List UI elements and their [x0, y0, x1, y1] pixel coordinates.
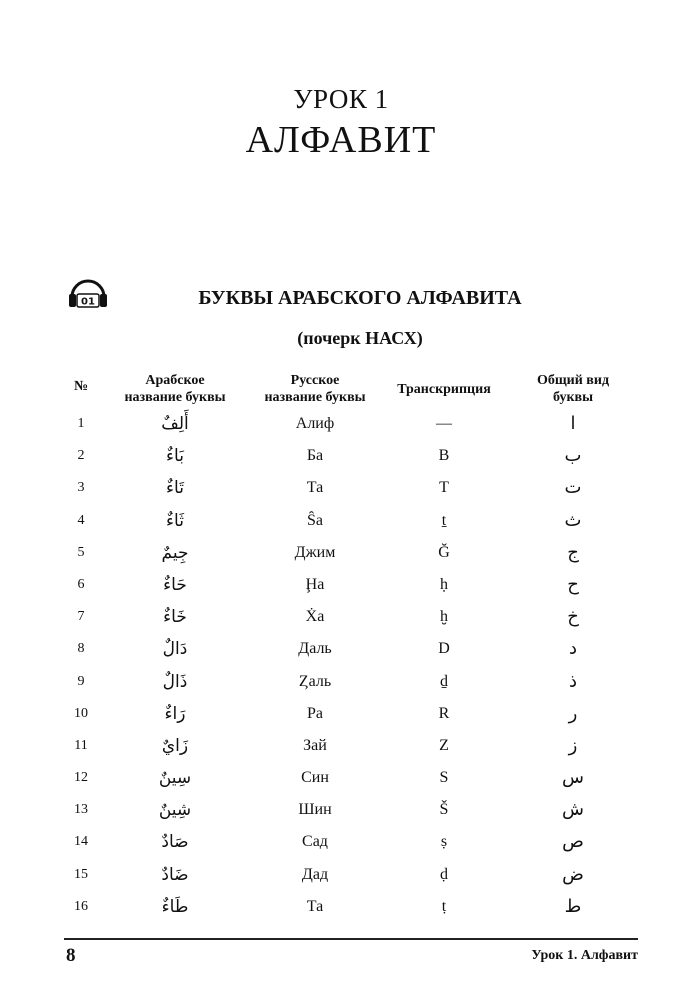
header-general-form-line2: буквы: [552, 390, 594, 405]
row-number: 6: [77, 576, 85, 592]
letter-form: ت: [564, 477, 582, 499]
table-row: [0, 698, 682, 730]
letter-form: ب: [564, 445, 582, 467]
transcription: ḫ: [440, 608, 448, 626]
russian-letter-name: Ḩа: [305, 575, 325, 593]
table-row: [0, 794, 682, 826]
row-number: 16: [74, 898, 88, 914]
row-number: 10: [74, 705, 88, 721]
transcription: ṯ: [441, 511, 447, 529]
row-number: 13: [74, 802, 88, 818]
header-transcription: Транскрипция: [397, 382, 491, 397]
letter-form: ا: [570, 413, 576, 434]
page-number: 8: [66, 945, 76, 966]
table-row: [0, 891, 682, 923]
russian-letter-name: Зай: [303, 736, 327, 754]
footer-divider: [64, 938, 638, 940]
table-row: [0, 569, 682, 601]
row-number: 9: [77, 673, 85, 689]
letter-form: ذ: [568, 670, 577, 692]
arabic-letter-name: طَاءٌ: [161, 896, 189, 917]
transcription: Š: [439, 801, 449, 819]
letter-form: ر: [568, 702, 578, 724]
transcription: T: [439, 479, 449, 497]
letter-form: ص: [562, 831, 584, 853]
header-arabic-name: [110, 372, 240, 406]
transcription: ḏ: [440, 672, 448, 690]
transcription: ṭ: [441, 897, 447, 915]
table-row: [0, 666, 682, 698]
row-number: 12: [74, 770, 88, 786]
letter-form: ح: [567, 573, 579, 595]
letter-form: ض: [562, 863, 584, 885]
russian-letter-name: Дад: [301, 865, 329, 883]
arabic-letter-name: زَايٌ: [161, 735, 189, 756]
russian-letter-name: Ȥаль: [298, 672, 332, 690]
transcription: ḍ: [440, 865, 448, 883]
table-row: [0, 633, 682, 665]
row-number: 1: [77, 416, 85, 431]
russian-letter-name: Шин: [298, 801, 332, 819]
header-arabic-name-line2: название буквы: [124, 390, 226, 405]
row-number: 8: [77, 641, 85, 657]
arabic-letter-name: ذَالٌ: [162, 671, 188, 692]
arabic-letter-name: ثَاءٌ: [166, 510, 184, 531]
transcription: Z: [439, 736, 449, 754]
arabic-letter-name: رَاءٌ: [164, 703, 186, 724]
arabic-letter-name: ضَادٌ: [161, 864, 189, 885]
table-row: [0, 537, 682, 569]
table-row: [0, 601, 682, 633]
running-head: Урок 1. Алфавит: [531, 948, 638, 963]
transcription: B: [438, 447, 450, 465]
russian-letter-name: Джим: [294, 543, 336, 561]
russian-letter-name: Ба: [306, 447, 324, 465]
transcription: ṣ: [440, 833, 448, 851]
russian-letter-name: Та: [306, 479, 324, 497]
letter-form: خ: [567, 606, 579, 628]
row-number: 15: [74, 866, 88, 882]
header-general-form-line1: Общий вид: [536, 373, 610, 388]
transcription: S: [439, 769, 449, 787]
row-number: 4: [77, 512, 85, 528]
russian-letter-name: Ра: [307, 704, 323, 722]
section-title: БУКВЫ АРАБСКОГО АЛФАВИТА: [198, 287, 522, 309]
header-russian-name-line1: Русское: [290, 373, 340, 388]
header-russian-name: [250, 372, 380, 406]
transcription: D: [438, 640, 450, 658]
table-row: [0, 408, 682, 440]
arabic-letter-name: شِينٌ: [158, 800, 192, 821]
table-row: [0, 505, 682, 537]
table-row: [0, 472, 682, 504]
section-subtitle: (почерк НАСХ): [297, 328, 423, 348]
transcription: Ğ: [438, 543, 450, 561]
row-number: 14: [74, 834, 88, 850]
letter-form: ز: [568, 734, 578, 756]
letter-form: ج: [567, 541, 579, 563]
alphabet-table: [0, 408, 682, 923]
arabic-letter-name: دَالٌ: [162, 639, 188, 660]
russian-letter-name: Та: [306, 897, 324, 915]
arabic-letter-name: بَاءٌ: [166, 446, 184, 467]
transcription: ḥ: [440, 575, 448, 593]
row-number: 11: [74, 737, 88, 753]
russian-letter-name: Даль: [298, 640, 332, 658]
russian-letter-name: Ẋа: [305, 608, 325, 626]
transcription: —: [436, 415, 452, 432]
lesson-number: УРОК 1: [293, 84, 389, 114]
letter-form: د: [568, 638, 577, 660]
arabic-letter-name: تَاءٌ: [166, 478, 184, 499]
lesson-title: АЛФАВИТ: [245, 119, 437, 161]
table-row: [0, 826, 682, 858]
arabic-letter-name: خَاءٌ: [163, 607, 187, 628]
row-number: 7: [77, 609, 85, 625]
arabic-letter-name: جِيمٌ: [161, 542, 189, 563]
header-number: №: [73, 379, 89, 394]
table-row: [0, 730, 682, 762]
arabic-letter-name: أَلِفٌ: [161, 414, 189, 434]
russian-letter-name: Ŝа: [307, 511, 323, 529]
header-russian-name-line2: название буквы: [264, 390, 366, 405]
letter-form: ط: [564, 895, 582, 917]
row-number: 5: [77, 544, 85, 560]
header-general-form: [518, 372, 628, 406]
russian-letter-name: Син: [301, 769, 329, 787]
header-arabic-name-line1: Арабское: [145, 373, 205, 388]
russian-letter-name: Сад: [302, 833, 328, 851]
row-number: 3: [77, 480, 85, 496]
table-row: [0, 762, 682, 794]
row-number: 2: [77, 448, 85, 464]
transcription: R: [438, 704, 450, 722]
russian-letter-name: Алиф: [295, 415, 335, 432]
letter-form: ش: [562, 799, 584, 821]
table-row: [0, 859, 682, 891]
arabic-letter-name: سِينٌ: [158, 768, 192, 789]
audio-track-number: 01: [81, 296, 95, 308]
letter-form: س: [562, 767, 584, 789]
letter-form: ث: [564, 509, 582, 531]
arabic-letter-name: حَاءٌ: [163, 574, 187, 595]
table-row: [0, 440, 682, 472]
arabic-letter-name: صَادٌ: [161, 832, 189, 853]
